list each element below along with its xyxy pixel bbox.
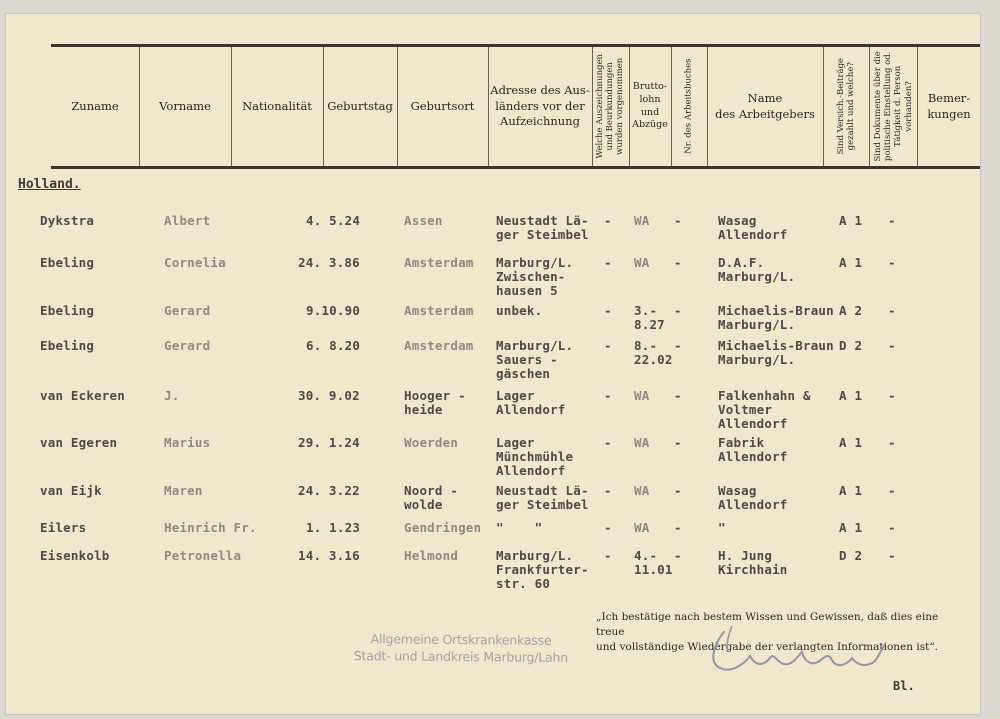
- cell-adresse: [496, 549, 589, 591]
- cell-line: Falkenhahn &: [718, 388, 811, 403]
- cell-zuname: Ebeling: [40, 338, 95, 353]
- cell-nr: -: [674, 303, 682, 318]
- cell-line: WA: [634, 435, 650, 450]
- cell-line: Frankfurter-: [496, 562, 589, 577]
- cell-line: Allendorf: [718, 227, 788, 242]
- cell-vorname: Marius: [164, 435, 211, 450]
- cell-zuname: Eisenkolb: [40, 548, 110, 563]
- cell-nr: -: [674, 255, 682, 270]
- cell-line: Michaelis-Braun: [718, 303, 834, 318]
- cell-zuname: van Egeren: [40, 435, 118, 450]
- stamp: [351, 630, 571, 666]
- cell-line: Kirchhain: [718, 562, 788, 577]
- cell-geburtstag: 30. 9.02: [298, 388, 360, 403]
- cell-vorname: Gerard: [164, 338, 211, 353]
- cell-vorname: Gerard: [164, 303, 211, 318]
- cell-dok: -: [888, 255, 896, 270]
- cell-line: ger Steimbel: [496, 227, 589, 242]
- cell-arbeitgeber: [718, 436, 788, 464]
- cell-geburtsort: [404, 484, 458, 512]
- cell-adresse: [496, 214, 589, 242]
- cell-nr: -: [674, 338, 682, 353]
- cell-ausz: -: [604, 483, 612, 498]
- header-adresse: Adresse des Aus- länders vor der Aufzeichnung: [490, 83, 590, 129]
- cell-line: Wasag: [718, 483, 757, 498]
- cell-zuname: Ebeling: [40, 303, 95, 318]
- cell-line: wolde: [404, 497, 443, 512]
- cell-line: WA: [634, 213, 650, 228]
- cell-geburtsort: [404, 389, 466, 417]
- cell-nr: -: [674, 520, 682, 535]
- header-arbeitgeber: Name des Arbeitgebers: [715, 90, 815, 121]
- cell-zuname: Ebeling: [40, 255, 95, 270]
- header-zuname: Zuname: [71, 98, 119, 113]
- cell-line: " ": [496, 520, 543, 535]
- cell-lohn: [634, 549, 673, 577]
- cell-geburtsort: Woerden: [404, 435, 459, 450]
- cell-adresse: [496, 339, 573, 381]
- cell-line: 11.01: [634, 562, 673, 577]
- cell-dok: -: [888, 303, 896, 318]
- cell-vorname: Petronella: [164, 548, 242, 563]
- cell-line: WA: [634, 520, 650, 535]
- cell-ausz: -: [604, 213, 612, 228]
- cell-beitrag: A 1: [839, 520, 863, 535]
- cell-line: Hooger -: [404, 388, 466, 403]
- cell-line: WA: [634, 483, 650, 498]
- cell-line: Fabrik: [718, 435, 765, 450]
- signature: [706, 622, 906, 682]
- cell-geburtstag: 29. 1.24: [298, 435, 360, 450]
- cell-ausz: -: [604, 338, 612, 353]
- cell-lohn: [634, 389, 649, 403]
- cell-line: 8.-: [634, 338, 658, 353]
- cell-nr: -: [674, 388, 682, 403]
- cell-ausz: -: [604, 435, 612, 450]
- cell-line: Lager: [496, 388, 535, 403]
- cell-adresse: [496, 436, 573, 478]
- cell-geburtstag: 9.10.90: [306, 303, 361, 318]
- cell-beitrag: A 1: [839, 213, 863, 228]
- cell-line: Allendorf: [718, 416, 788, 431]
- cell-lohn: [634, 339, 673, 367]
- cell-vorname: Heinrich Fr.: [164, 520, 257, 535]
- cell-line: WA: [634, 388, 650, 403]
- cell-line: Wasag: [718, 213, 757, 228]
- cell-line: Lager: [496, 435, 535, 450]
- cell-vorname: Albert: [164, 213, 211, 228]
- header-nationalitaet: Nationalität: [242, 98, 312, 113]
- cell-adresse: [496, 389, 566, 417]
- confirmation-line: „Ich bestätige nach bestem Wissen und Gewissen, daß dies eine treue: [596, 611, 939, 638]
- cell-line: Marburg/L.: [718, 269, 796, 284]
- cell-dok: -: [888, 548, 896, 563]
- cell-arbeitgeber: [718, 549, 788, 577]
- document-page: [6, 14, 980, 714]
- cell-ausz: -: [604, 388, 612, 403]
- cell-vorname: Cornelia: [164, 255, 226, 270]
- cell-beitrag: A 1: [839, 388, 863, 403]
- cell-line: Allendorf: [496, 402, 566, 417]
- cell-geburtsort: Amsterdam: [404, 338, 474, 353]
- cell-line: Neustadt Lä-: [496, 213, 589, 228]
- cell-line: WA: [634, 255, 650, 270]
- cell-geburtsort: Helmond: [404, 548, 459, 563]
- cell-line: Allendorf: [718, 449, 788, 464]
- cell-geburtsort: Amsterdam: [404, 255, 474, 270]
- cell-arbeitgeber: [718, 339, 834, 367]
- cell-line: str. 60: [496, 576, 551, 591]
- cell-nr: -: [674, 213, 682, 228]
- cell-beitrag: A 1: [839, 483, 863, 498]
- cell-ausz: -: [604, 255, 612, 270]
- cell-line: 3.-: [634, 303, 658, 318]
- cell-adresse: [496, 484, 589, 512]
- header-dokumente: Sind Dokumente über die politische Einstellung od. Tätigkeit d. Person vorhanden?: [872, 51, 914, 162]
- header-bemerkungen: Bemer- kungen: [927, 90, 971, 121]
- cell-lohn: [634, 484, 649, 498]
- confirmation-line: und vollständige Wiedergabe der verlangten Informationen ist“.: [596, 641, 939, 653]
- cell-line: Noord -: [404, 483, 459, 498]
- cell-nr: -: [674, 548, 682, 563]
- cell-line: hausen 5: [496, 283, 558, 298]
- cell-vorname: Maren: [164, 483, 203, 498]
- cell-beitrag: D 2: [839, 548, 863, 563]
- cell-dok: -: [888, 388, 896, 403]
- cell-geburtsort: Gendringen: [404, 520, 482, 535]
- cell-nr: -: [674, 483, 682, 498]
- cell-line: 8.27: [634, 317, 665, 332]
- cell-geburtstag: 14. 3.16: [298, 548, 360, 563]
- header-arbeitsbuch: Nr. des Arbeitsbuches: [683, 58, 694, 155]
- cell-dok: -: [888, 435, 896, 450]
- cell-arbeitgeber: [718, 256, 795, 284]
- cell-line: heide: [404, 402, 443, 417]
- stamp-line: Stadt- und Landkreis Marburg/Lahn: [353, 648, 569, 665]
- cell-adresse: [496, 521, 542, 535]
- cell-geburtstag: 24. 3.86: [298, 255, 360, 270]
- cell-nr: -: [674, 435, 682, 450]
- cell-ausz: -: [604, 548, 612, 563]
- cell-line: 4.-: [634, 548, 658, 563]
- header-bruttolohn: Brutto- lohn und Abzüge: [632, 80, 668, 131]
- cell-line: Voltmer: [718, 402, 773, 417]
- header-vorname: Vorname: [159, 98, 211, 113]
- cell-beitrag: A 1: [839, 255, 863, 270]
- cell-adresse: [496, 256, 573, 298]
- cell-line: Zwischen-: [496, 269, 566, 284]
- cell-arbeitgeber: [718, 389, 811, 431]
- header-beitraege: Sind Versich.-Beiträge gezahlt und welche?: [835, 58, 857, 155]
- cell-dok: -: [888, 338, 896, 353]
- table-header: [51, 44, 980, 169]
- cell-geburtsort: Assen: [404, 213, 443, 228]
- cell-arbeitgeber: [718, 484, 788, 512]
- cell-line: Allendorf: [718, 497, 788, 512]
- cell-line: ": [718, 520, 726, 535]
- cell-line: 22.02: [634, 352, 673, 367]
- cell-line: Michaelis-Braun: [718, 338, 834, 353]
- cell-beitrag: A 1: [839, 435, 863, 450]
- cell-adresse: [496, 304, 542, 318]
- cell-line: Marburg/L.: [496, 255, 574, 270]
- cell-lohn: [634, 214, 649, 228]
- cell-beitrag: A 2: [839, 303, 863, 318]
- sheet-mark: Bl.: [893, 679, 915, 693]
- cell-dok: -: [888, 520, 896, 535]
- cell-line: D.A.F.: [718, 255, 765, 270]
- cell-geburtstag: 24. 3.22: [298, 483, 360, 498]
- cell-arbeitgeber: [718, 521, 726, 535]
- header-geburtstag: Geburtstag: [327, 98, 393, 113]
- cell-lohn: [634, 304, 665, 332]
- cell-geburtstag: 1. 1.23: [306, 520, 361, 535]
- section-label: Holland.: [18, 177, 81, 192]
- cell-lohn: [634, 521, 649, 535]
- cell-line: gäschen: [496, 366, 551, 381]
- stamp-line: Allgemeine Ortskrankenkasse: [370, 631, 552, 648]
- cell-lohn: [634, 436, 649, 450]
- cell-line: Marburg/L.: [496, 338, 574, 353]
- cell-line: Marburg/L.: [718, 317, 796, 332]
- cell-lohn: [634, 256, 649, 270]
- cell-line: H. Jung: [718, 548, 773, 563]
- cell-dok: -: [888, 213, 896, 228]
- cell-zuname: van Eijk: [40, 483, 102, 498]
- cell-zuname: Eilers: [40, 520, 87, 535]
- cell-dok: -: [888, 483, 896, 498]
- header-geburtsort: Geburtsort: [410, 98, 475, 113]
- cell-vorname: J.: [164, 388, 180, 403]
- cell-line: Allendorf: [496, 463, 566, 478]
- header-auszeichnungen: Welche Auszeichnungen und Beurkundungen wurden vorgenommen: [595, 54, 626, 159]
- cell-zuname: Dykstra: [40, 213, 95, 228]
- cell-arbeitgeber: [718, 304, 834, 332]
- cell-ausz: -: [604, 303, 612, 318]
- cell-line: Neustadt Lä-: [496, 483, 589, 498]
- cell-line: unbek.: [496, 303, 543, 318]
- cell-line: ger Steimbel: [496, 497, 589, 512]
- cell-line: Sauers -: [496, 352, 558, 367]
- cell-zuname: van Eckeren: [40, 388, 125, 403]
- cell-ausz: -: [604, 520, 612, 535]
- cell-beitrag: D 2: [839, 338, 863, 353]
- cell-line: Marburg/L.: [718, 352, 796, 367]
- cell-arbeitgeber: [718, 214, 788, 242]
- cell-line: Münchmühle: [496, 449, 574, 464]
- cell-geburtsort: Amsterdam: [404, 303, 474, 318]
- cell-geburtstag: 4. 5.24: [306, 213, 361, 228]
- cell-line: Marburg/L.: [496, 548, 574, 563]
- cell-geburtstag: 6. 8.20: [306, 338, 361, 353]
